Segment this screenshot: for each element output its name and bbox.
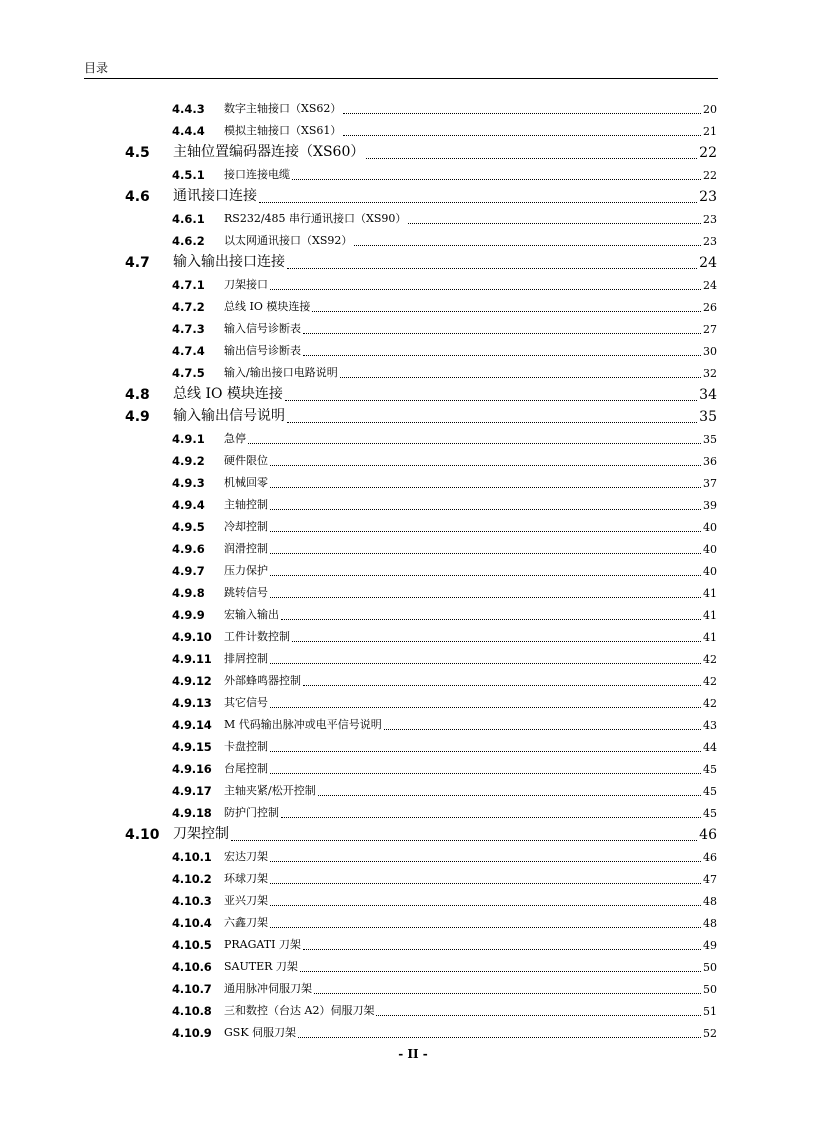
- toc-entry-page: 22: [699, 145, 717, 161]
- toc-entry-number: 4.9.1: [172, 432, 205, 446]
- toc-leader-dots: [270, 597, 701, 598]
- toc-leader-dots: [292, 641, 701, 642]
- toc-entry-number: 4.9.3: [172, 476, 205, 490]
- toc-entry-page: 40: [703, 565, 717, 578]
- toc-entry-line: [173, 385, 717, 405]
- toc-leader-dots: [270, 773, 701, 774]
- toc-leader-dots: [270, 553, 701, 554]
- toc-leader-dots: [248, 443, 701, 444]
- toc-entry-page: 42: [703, 675, 717, 688]
- toc-entry-line: [224, 891, 717, 911]
- toc-entry-line: [224, 121, 717, 141]
- toc-entry-line: [224, 363, 717, 383]
- toc-entry-page: 41: [703, 587, 717, 600]
- toc-entry-page: 47: [703, 873, 717, 886]
- toc-entry-page: 35: [703, 433, 717, 446]
- toc-entry-number: 4.9.10: [172, 630, 212, 644]
- toc-entry-number: 4.9.15: [172, 740, 212, 754]
- toc-entry-number: 4.10.9: [172, 1026, 212, 1040]
- toc-entry[interactable]: [0, 407, 826, 427]
- toc-entry[interactable]: [0, 341, 826, 361]
- toc-entry-title: 工件计数控制: [224, 630, 290, 643]
- toc-leader-dots: [300, 971, 701, 972]
- toc-entry-page: 52: [703, 1027, 717, 1040]
- toc-leader-dots: [298, 1037, 701, 1038]
- toc-entry-page: 40: [703, 543, 717, 556]
- toc-entry-number: 4.9.9: [172, 608, 205, 622]
- toc-leader-dots: [287, 422, 697, 423]
- toc-leader-dots: [270, 861, 701, 862]
- toc-entry[interactable]: [0, 187, 826, 207]
- toc-leader-dots: [270, 487, 701, 488]
- toc-leader-dots: [303, 949, 701, 950]
- toc-leader-dots: [270, 751, 701, 752]
- toc-leader-dots: [354, 245, 701, 246]
- toc-entry-page: 23: [703, 213, 717, 226]
- toc-entry-number: 4.10.2: [172, 872, 212, 886]
- toc-entry-title: 通讯接口连接: [173, 188, 257, 204]
- toc-entry-title: 模拟主轴接口（XS61）: [224, 124, 342, 137]
- toc-entry-page: 32: [703, 367, 717, 380]
- toc-entry-number: 4.9.16: [172, 762, 212, 776]
- toc-entry[interactable]: [0, 825, 826, 845]
- toc-entry[interactable]: [0, 891, 826, 911]
- toc-entry[interactable]: [0, 495, 826, 515]
- toc-entry-line: [224, 649, 717, 669]
- toc-entry-title: 主轴位置编码器连接（XS60）: [173, 144, 365, 160]
- toc-entry-title: RS232/485 串行通讯接口（XS90）: [224, 212, 407, 225]
- toc-leader-dots: [270, 663, 701, 664]
- toc-entry-number: 4.5: [125, 145, 150, 161]
- toc-entry-line: [224, 803, 717, 823]
- toc-entry-title: GSK 伺服刀架: [224, 1026, 297, 1039]
- toc-entry-line: [173, 187, 717, 207]
- toc-entry[interactable]: [0, 605, 826, 625]
- toc-entry-page: 39: [703, 499, 717, 512]
- toc-entry-title: 台尾控制: [224, 762, 268, 775]
- toc-entry[interactable]: [0, 803, 826, 823]
- toc-entry-page: 45: [703, 785, 717, 798]
- toc-entry-page: 23: [703, 235, 717, 248]
- toc-entry-page: 34: [699, 387, 717, 403]
- toc-entry-title: 急停: [224, 432, 246, 445]
- toc-leader-dots: [270, 707, 701, 708]
- toc-entry-title: 输入输出信号说明: [173, 408, 285, 424]
- toc-entry[interactable]: [0, 913, 826, 933]
- toc-entry-title: 润滑控制: [224, 542, 268, 555]
- toc-entry[interactable]: [0, 121, 826, 141]
- toc-entry-page: 35: [699, 409, 717, 425]
- toc-entry[interactable]: [0, 649, 826, 669]
- toc-entry-title: 主轴夹紧/松开控制: [224, 784, 316, 797]
- toc-entry-number: 4.7.4: [172, 344, 205, 358]
- toc-entry-page: 37: [703, 477, 717, 490]
- toc-leader-dots: [343, 135, 701, 136]
- toc-entry[interactable]: [0, 1001, 826, 1021]
- toc-entry-number: 4.10.6: [172, 960, 212, 974]
- toc-entry-line: [224, 847, 717, 867]
- toc-entry-page: 30: [703, 345, 717, 358]
- toc-entry-line: [173, 253, 717, 273]
- header-rule: [84, 78, 718, 79]
- toc-entry-title: 输出信号诊断表: [224, 344, 301, 357]
- toc-entry-title: 三和数控（台达 A2）伺服刀架: [224, 1004, 375, 1017]
- toc-entry-page: 26: [703, 301, 717, 314]
- toc-entry[interactable]: [0, 693, 826, 713]
- toc-entry-number: 4.6.1: [172, 212, 205, 226]
- toc-entry-number: 4.9.11: [172, 652, 212, 666]
- toc-entry-title: 输入输出接口连接: [173, 254, 285, 270]
- toc-entry-page: 45: [703, 807, 717, 820]
- toc-entry-page: 24: [699, 255, 717, 271]
- toc-entry[interactable]: [0, 869, 826, 889]
- toc-leader-dots: [314, 993, 701, 994]
- toc-leader-dots: [408, 223, 701, 224]
- toc-entry-page: 44: [703, 741, 717, 754]
- toc-entry-line: [224, 781, 717, 801]
- toc-entry[interactable]: [0, 319, 826, 339]
- toc-entry[interactable]: [0, 253, 826, 273]
- toc-entry-title: 刀架接口: [224, 278, 268, 291]
- toc-entry-line: [224, 605, 717, 625]
- toc-entry-page: 41: [703, 631, 717, 644]
- toc-leader-dots: [303, 685, 701, 686]
- toc-entry-number: 4.6: [125, 189, 150, 205]
- toc-entry[interactable]: [0, 275, 826, 295]
- toc-entry-number: 4.8: [125, 387, 150, 403]
- toc-entry[interactable]: [0, 957, 826, 977]
- toc-entry-page: 46: [703, 851, 717, 864]
- toc-entry-page: 36: [703, 455, 717, 468]
- toc-entry-number: 4.4.3: [172, 102, 205, 116]
- toc-entry[interactable]: [0, 737, 826, 757]
- toc-entry[interactable]: [0, 429, 826, 449]
- toc-entry[interactable]: [0, 671, 826, 691]
- toc-entry-line: [224, 561, 717, 581]
- toc-entry-title: 排屑控制: [224, 652, 268, 665]
- toc-entry-page: 49: [703, 939, 717, 952]
- toc-entry-page: 48: [703, 917, 717, 930]
- toc-entry-page: 45: [703, 763, 717, 776]
- toc-entry-page: 42: [703, 653, 717, 666]
- toc-entry-line: [224, 715, 717, 735]
- toc-entry-line: [224, 539, 717, 559]
- toc-leader-dots: [270, 509, 701, 510]
- toc-entry-line: [224, 957, 717, 977]
- toc-leader-dots: [292, 179, 701, 180]
- toc-entry-number: 4.7: [125, 255, 150, 271]
- toc-entry-title: 刀架控制: [173, 826, 229, 842]
- toc-entry[interactable]: [0, 385, 826, 405]
- toc-entry-title: SAUTER 刀架: [224, 960, 298, 973]
- toc-entry-title: 总线 IO 模块连接: [173, 386, 283, 402]
- toc-entry-number: 4.9.4: [172, 498, 205, 512]
- toc-entry[interactable]: [0, 473, 826, 493]
- toc-entry-title: 其它信号: [224, 696, 268, 709]
- toc-entry-number: 4.9.13: [172, 696, 212, 710]
- toc-entry-number: 4.10.4: [172, 916, 212, 930]
- toc-entry-number: 4.10.8: [172, 1004, 212, 1018]
- toc-entry-title: 以太网通讯接口（XS92）: [224, 234, 353, 247]
- toc-entry[interactable]: [0, 539, 826, 559]
- toc-entry-number: 4.9.14: [172, 718, 212, 732]
- toc-entry-number: 4.9.6: [172, 542, 205, 556]
- toc-entry-number: 4.9.7: [172, 564, 205, 578]
- toc-leader-dots: [270, 927, 701, 928]
- toc-entry-line: [224, 869, 717, 889]
- toc-entry[interactable]: [0, 165, 826, 185]
- toc-entry-line: [224, 583, 717, 603]
- toc-leader-dots: [270, 883, 701, 884]
- toc-leader-dots: [281, 817, 701, 818]
- toc-leader-dots: [303, 333, 701, 334]
- toc-entry-number: 4.9.17: [172, 784, 212, 798]
- toc-entry-line: [224, 517, 717, 537]
- toc-entry-line: [224, 627, 717, 647]
- toc-entry-page: 40: [703, 521, 717, 534]
- toc-entry-title: 环球刀架: [224, 872, 268, 885]
- toc-leader-dots: [231, 840, 697, 841]
- toc-leader-dots: [343, 113, 701, 114]
- toc-entry-title: 跳转信号: [224, 586, 268, 599]
- toc-entry-title: 宏输入输出: [224, 608, 279, 621]
- toc-entry-line: [224, 737, 717, 757]
- toc-leader-dots: [270, 289, 701, 290]
- toc-leader-dots: [270, 905, 701, 906]
- toc-leader-dots: [366, 158, 697, 159]
- toc-entry-title: 硬件限位: [224, 454, 268, 467]
- toc-entry-number: 4.10.7: [172, 982, 212, 996]
- toc-entry-title: 通用脉冲伺服刀架: [224, 982, 312, 995]
- toc-entry-line: [224, 297, 717, 317]
- toc-leader-dots: [259, 202, 697, 203]
- toc-entry-title: 卡盘控制: [224, 740, 268, 753]
- toc-entry-number: 4.4.4: [172, 124, 205, 138]
- toc-entry-number: 4.7.5: [172, 366, 205, 380]
- toc-entry-number: 4.7.3: [172, 322, 205, 336]
- toc-entry-page: 21: [703, 125, 717, 138]
- toc-entry-title: 输入/输出接口电路说明: [224, 366, 338, 379]
- toc-entry[interactable]: [0, 583, 826, 603]
- toc-entry-title: 输入信号诊断表: [224, 322, 301, 335]
- toc-leader-dots: [318, 795, 701, 796]
- toc-leader-dots: [285, 400, 697, 401]
- toc-entry-line: [224, 1001, 717, 1021]
- toc-leader-dots: [312, 311, 701, 312]
- toc-entry-line: [224, 99, 717, 119]
- toc-entry[interactable]: [0, 99, 826, 119]
- toc-entry[interactable]: [0, 297, 826, 317]
- toc-entry-line: [224, 209, 717, 229]
- toc-entry-page: 43: [703, 719, 717, 732]
- toc-entry-line: [224, 759, 717, 779]
- toc-entry-line: [224, 275, 717, 295]
- toc-leader-dots: [270, 465, 701, 466]
- toc-leader-dots: [340, 377, 701, 378]
- toc-entry-number: 4.10: [125, 827, 160, 843]
- toc-entry-title: 数字主轴接口（XS62）: [224, 102, 342, 115]
- toc-entry-line: [224, 693, 717, 713]
- toc-entry-title: 防护门控制: [224, 806, 279, 819]
- toc-entry[interactable]: [0, 627, 826, 647]
- toc-entry-number: 4.7.2: [172, 300, 205, 314]
- toc-entry-title: 机械回零: [224, 476, 268, 489]
- toc-entry-title: 六鑫刀架: [224, 916, 268, 929]
- toc-entry-page: 27: [703, 323, 717, 336]
- toc-entry-page: 42: [703, 697, 717, 710]
- toc-entry-line: [173, 407, 717, 427]
- toc-entry-line: [224, 165, 717, 185]
- toc-entry[interactable]: [0, 847, 826, 867]
- toc-leader-dots: [376, 1015, 701, 1016]
- toc-entry-title: M 代码输出脉冲或电平信号说明: [224, 718, 382, 731]
- toc-leader-dots: [281, 619, 701, 620]
- toc-entry-line: [224, 495, 717, 515]
- toc-entry-number: 4.5.1: [172, 168, 205, 182]
- toc-entry-line: [224, 429, 717, 449]
- toc-entry-number: 4.9.2: [172, 454, 205, 468]
- toc-leader-dots: [270, 531, 701, 532]
- toc-entry-title: 亚兴刀架: [224, 894, 268, 907]
- toc-entry-line: [224, 231, 717, 251]
- toc-leader-dots: [287, 268, 697, 269]
- toc-entry-number: 4.6.2: [172, 234, 205, 248]
- toc-entry-title: 外部蜂鸣器控制: [224, 674, 301, 687]
- toc-entry-line: [224, 341, 717, 361]
- toc-entry-title: 主轴控制: [224, 498, 268, 511]
- toc-entry-title: 压力保护: [224, 564, 268, 577]
- toc-entry-number: 4.10.5: [172, 938, 212, 952]
- toc-entry[interactable]: [0, 715, 826, 735]
- toc-entry-title: 接口连接电缆: [224, 168, 290, 181]
- toc-entry-line: [173, 143, 717, 163]
- toc-entry-line: [224, 671, 717, 691]
- toc-leader-dots: [270, 575, 701, 576]
- toc-entry-line: [224, 935, 717, 955]
- toc-entry-number: 4.9.12: [172, 674, 212, 688]
- toc-entry-line: [224, 979, 717, 999]
- running-header: 目录: [84, 61, 109, 75]
- toc-entry-page: 24: [703, 279, 717, 292]
- toc-entry-line: [173, 825, 717, 845]
- toc-entry-page: 51: [703, 1005, 717, 1018]
- toc-entry-page: 48: [703, 895, 717, 908]
- toc-entry-title: 冷却控制: [224, 520, 268, 533]
- toc-entry[interactable]: [0, 1023, 826, 1043]
- toc-entry-number: 4.9: [125, 409, 150, 425]
- toc-entry-page: 23: [699, 189, 717, 205]
- toc-entry[interactable]: [0, 209, 826, 229]
- toc-entry[interactable]: [0, 979, 826, 999]
- toc-entry-number: 4.9.18: [172, 806, 212, 820]
- toc-entry[interactable]: [0, 517, 826, 537]
- toc-entry-page: 22: [703, 169, 717, 182]
- toc-entry-page: 50: [703, 961, 717, 974]
- toc-entry[interactable]: [0, 363, 826, 383]
- toc-entry-line: [224, 473, 717, 493]
- toc-entry[interactable]: [0, 759, 826, 779]
- toc-entry[interactable]: [0, 781, 826, 801]
- toc-entry-page: 41: [703, 609, 717, 622]
- toc-entry[interactable]: [0, 561, 826, 581]
- toc-entry-number: 4.9.8: [172, 586, 205, 600]
- toc-entry-page: 46: [699, 827, 717, 843]
- toc-entry-number: 4.10.1: [172, 850, 212, 864]
- toc-leader-dots: [384, 729, 701, 730]
- toc-entry-title: 总线 IO 模块连接: [224, 300, 311, 313]
- toc-entry-number: 4.10.3: [172, 894, 212, 908]
- toc-entry-number: 4.9.5: [172, 520, 205, 534]
- toc-entry[interactable]: [0, 935, 826, 955]
- toc-leader-dots: [303, 355, 701, 356]
- toc-entry-line: [224, 451, 717, 471]
- toc-entry-line: [224, 913, 717, 933]
- page-number: - II -: [398, 1047, 428, 1061]
- toc-entry-line: [224, 319, 717, 339]
- toc-entry-line: [224, 1023, 717, 1043]
- toc-entry-title: PRAGATI 刀架: [224, 938, 301, 951]
- toc-entry[interactable]: [0, 231, 826, 251]
- toc-entry-title: 宏达刀架: [224, 850, 268, 863]
- toc-entry[interactable]: [0, 143, 826, 163]
- toc-entry[interactable]: [0, 451, 826, 471]
- toc-entry-page: 50: [703, 983, 717, 996]
- toc-entry-number: 4.7.1: [172, 278, 205, 292]
- toc-entry-page: 20: [703, 103, 717, 116]
